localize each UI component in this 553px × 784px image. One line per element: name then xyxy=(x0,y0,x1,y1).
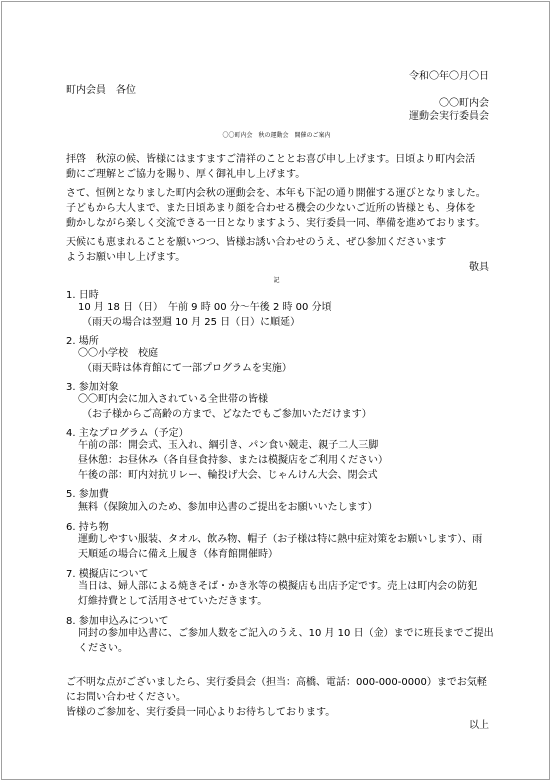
footer-line: 皆様のご参加を、実行委員一同心よりお待ちしております。 xyxy=(66,707,336,718)
section-line: （お子様からご高齢の方まで、どなたでもご参加いただけます） xyxy=(82,409,372,420)
section-line: 同封の参加申込書に、ご参加人数をご記入のうえ、10 月 10 日（金）までに班長までご提出 xyxy=(78,628,494,639)
section-line: 10 月 18 日（日） 午前 9 時 00 分〜午後 2 時 00 分頃 xyxy=(78,302,332,313)
section-heading-application: 8. 参加申込みについて xyxy=(66,616,169,627)
section-heading-datetime: 1. 日時 xyxy=(66,290,99,301)
body-line: 子どもから大人まで、また日頃あまり顔を合わせる機会の少ないご近所の皆様とも、身体を xyxy=(66,203,476,214)
footer-line: にお問い合わせください。 xyxy=(66,692,186,703)
section-line: 灯維持費として活用させていただきます。 xyxy=(78,596,268,607)
body-line: 天候にも恵まれることを願いつつ、皆様お誘い合わせのうえ、ぜひ参加くださいます xyxy=(66,237,447,248)
body-line: さて、恒例となりました町内会秋の運動会を、本年も下記の通り開催する運びとなりました。 xyxy=(66,188,486,199)
closing-keigu: 敬具 xyxy=(469,262,489,273)
ki-heading: 記 xyxy=(273,277,280,284)
section-line: （雨天の場合は翌週 10 月 25 日（日）に順延） xyxy=(82,317,301,328)
body-paragraph-2 xyxy=(66,235,496,265)
greeting-line: 拝啓 秋涼の候、皆様にはますますご清祥のこととお喜び申し上げます。日頃より町内会活 xyxy=(66,154,476,165)
footer-paragraph xyxy=(66,675,496,720)
greeting-paragraph xyxy=(66,152,496,182)
recipient-line: 町内会員 各位 xyxy=(66,85,136,96)
body-paragraph-1 xyxy=(66,186,496,231)
section-heading-fee: 5. 参加費 xyxy=(66,489,109,500)
section-heading-participants: 3. 参加対象 xyxy=(66,382,119,393)
sender-organization: 〇〇町内会 xyxy=(439,98,489,109)
section-line: 〇〇小学校 校庭 xyxy=(78,348,158,359)
document-title: 〇〇町内会 秋の運動会 開催のご案内 xyxy=(222,132,331,139)
section-heading-belongings: 6. 持ち物 xyxy=(66,522,109,533)
closing-ijou: 以上 xyxy=(469,720,489,731)
document-date: 令和〇年〇月〇日 xyxy=(409,71,489,82)
section-line: ください。 xyxy=(78,643,128,654)
section-line: 〇〇町内会に加入されている全世帯の皆様 xyxy=(78,394,268,405)
section-heading-program: 4. 主なプログラム（予定） xyxy=(66,428,189,439)
body-line: ようお願い申し上げます。 xyxy=(66,252,186,263)
section-line: 午後の部：町内対抗リレー、輪投げ大会、じゃんけん大会、閉会式 xyxy=(78,470,378,481)
sender-committee: 運動会実行委員会 xyxy=(409,111,489,122)
footer-line: ご不明な点がございましたら、実行委員会（担当：高橋、電話：000-000-0000）までお気軽 xyxy=(66,677,487,688)
section-heading-location: 2. 場所 xyxy=(66,336,99,347)
section-heading-stalls: 7. 模擬店について xyxy=(66,569,149,580)
section-line: 午前の部：開会式、玉入れ、綱引き、パン食い競走、親子二人三脚 xyxy=(78,440,379,451)
section-line: （雨天時は体育館にて一部プログラムを実施） xyxy=(82,363,292,374)
body-line: 動かしながら楽しく交流できる一日となりますよう、実行委員一同、準備を進めております。 xyxy=(66,218,486,229)
section-line: 当日は、婦人部による焼きそば・かき氷等の模擬店も出店予定です。売上は町内会の防犯 xyxy=(78,581,478,592)
section-line: 無料（保険加入のため、参加申込書のご提出をお願いいたします） xyxy=(78,502,378,513)
section-line: 昼休憩：お昼休み（各自昼食持参、または模擬店をご利用ください） xyxy=(78,455,388,466)
section-line: 運動しやすい服装、タオル、飲み物、帽子（お子様は特に熱中症対策をお願いします）、雨 xyxy=(78,534,483,545)
section-line: 天順延の場合に備え上履き（体育館開催時） xyxy=(78,549,278,560)
greeting-line: 動にご理解とご協力を賜り、厚く御礼申し上げます。 xyxy=(66,169,306,180)
document-page xyxy=(1,1,550,780)
